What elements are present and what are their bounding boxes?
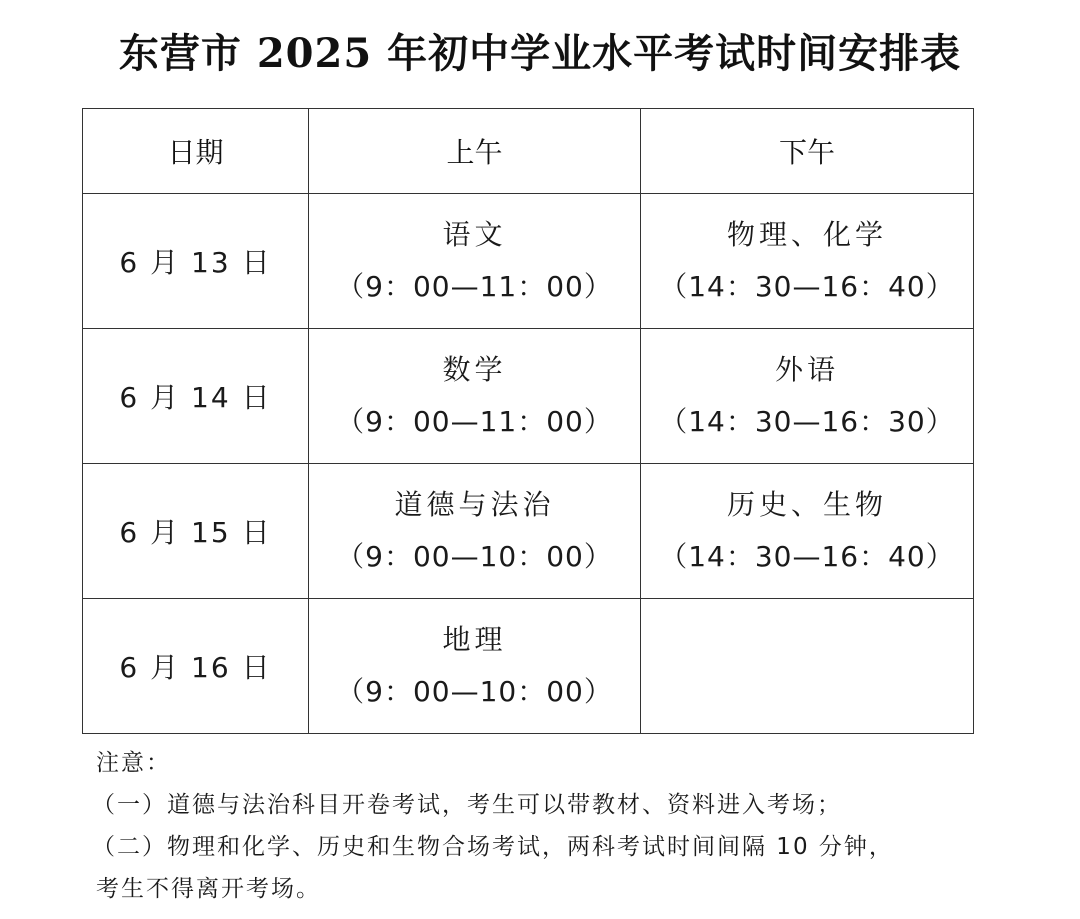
header-date: 日期 (83, 109, 309, 194)
header-afternoon: 下午 (641, 109, 974, 194)
note-item: （二）物理和化学、历史和生物合场考试，两科考试时间间隔 10 分钟， (92, 834, 894, 860)
note-item-continuation: 考生不得离开考场。 (96, 876, 321, 902)
subject-name: 数学 (442, 353, 507, 386)
date-cell: 6 月 15 日 (83, 464, 309, 599)
exam-time: （14：30—16：30） (659, 405, 955, 438)
afternoon-cell (641, 464, 974, 599)
exam-time: （9：00—10：00） (336, 540, 613, 573)
subject-name: 物理、化学 (726, 218, 887, 251)
afternoon-cell-empty (641, 599, 974, 734)
subject-name: 历史、生物 (726, 488, 887, 521)
subject-name: 地理 (442, 623, 507, 656)
table-row (83, 194, 974, 329)
morning-cell (309, 599, 641, 734)
subject-name: 语文 (442, 218, 507, 251)
exam-time: （14：30—16：40） (659, 540, 955, 573)
table-row (83, 599, 974, 734)
date-cell: 6 月 16 日 (83, 599, 309, 734)
exam-time: （14：30—16：40） (659, 270, 955, 303)
table-row (83, 464, 974, 599)
note-item: （一）道德与法治科目开卷考试，考生可以带教材、资料进入考场； (92, 792, 842, 818)
page-title: 东营市 2025 年初中学业水平考试时间安排表 (118, 30, 962, 77)
exam-time: （9：00—11：00） (336, 405, 613, 438)
morning-cell (309, 194, 641, 329)
subject-name: 道德与法治 (394, 488, 555, 521)
header-morning: 上午 (309, 109, 641, 194)
exam-time: （9：00—11：00） (336, 270, 613, 303)
table-header-row (83, 109, 974, 194)
notes-heading: 注意： (96, 750, 171, 776)
subject-name: 外语 (774, 353, 839, 386)
exam-time: （9：00—10：00） (336, 675, 613, 708)
table-row (83, 329, 974, 464)
morning-cell (309, 329, 641, 464)
morning-cell (309, 464, 641, 599)
notes-section (92, 742, 1036, 910)
date-cell: 6 月 14 日 (83, 329, 309, 464)
date-cell: 6 月 13 日 (83, 194, 309, 329)
afternoon-cell (641, 194, 974, 329)
afternoon-cell (641, 329, 974, 464)
exam-schedule-table (82, 108, 974, 734)
